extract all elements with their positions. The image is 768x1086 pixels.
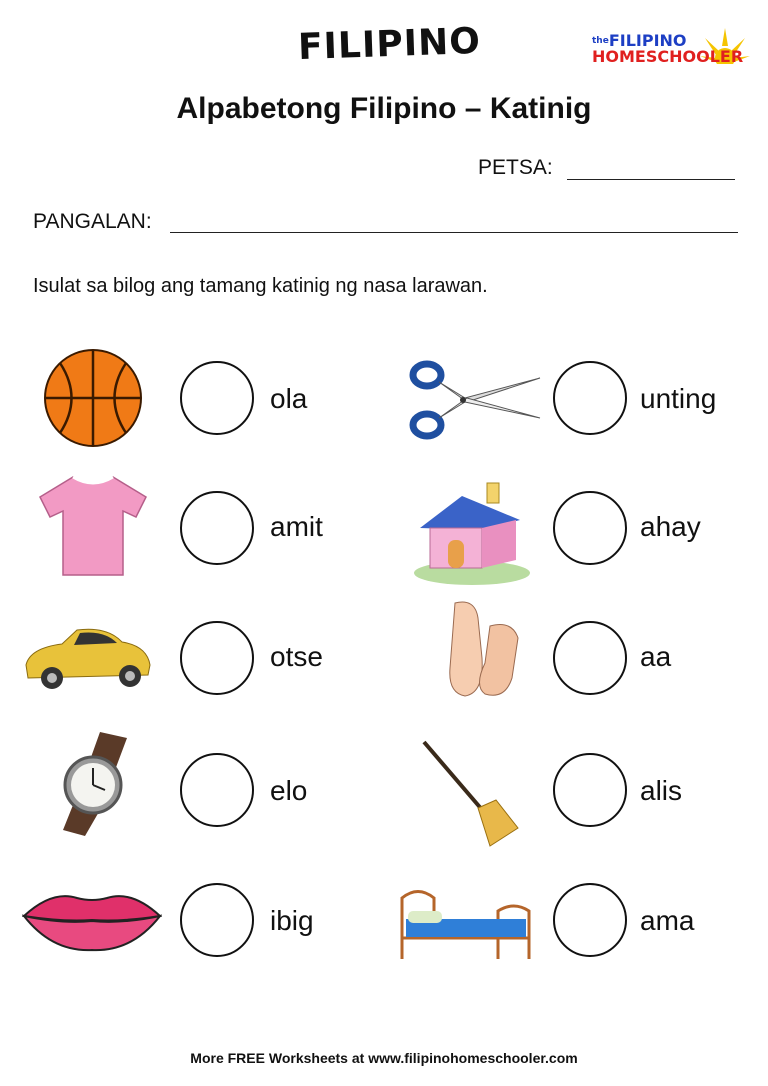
word: aa xyxy=(640,641,672,672)
worksheet-title: Alpabetong Filipino – Katinig xyxy=(176,92,592,125)
car-icon xyxy=(22,620,154,695)
house-icon xyxy=(412,478,532,588)
basketball-icon xyxy=(28,348,158,448)
instruction: Isulat sa bilog ang tamang katinig ng nasa larawan. xyxy=(33,275,488,297)
logo-line1: FILIPINO xyxy=(608,31,687,50)
answer-circle[interactable] xyxy=(553,883,627,957)
shirt-icon xyxy=(28,475,158,575)
wristwatch-icon xyxy=(55,730,135,840)
name-label: PANGALAN: xyxy=(33,210,152,233)
date-field[interactable] xyxy=(567,179,735,180)
footer-link[interactable]: More FREE Worksheets at www.filipinohomeschooler.com xyxy=(190,1050,578,1066)
date-label: PETSA: xyxy=(478,156,553,179)
answer-circle[interactable] xyxy=(553,753,627,827)
logo-line2: HOMESCHOOLER xyxy=(592,47,744,66)
answer-circle[interactable] xyxy=(180,491,254,565)
word: alis xyxy=(640,775,683,806)
site-logo xyxy=(592,33,743,65)
broom-icon xyxy=(418,738,520,848)
answer-circle[interactable] xyxy=(180,361,254,435)
word: ola xyxy=(270,383,308,414)
answer-circle[interactable] xyxy=(553,361,627,435)
answer-circle[interactable] xyxy=(180,753,254,827)
word: ama xyxy=(640,905,695,936)
answer-circle[interactable] xyxy=(553,491,627,565)
word: elo xyxy=(270,775,308,806)
answer-circle[interactable] xyxy=(180,621,254,695)
subject-title: FILIPINO xyxy=(297,20,482,69)
name-field[interactable] xyxy=(170,232,738,233)
word: otse xyxy=(270,641,323,672)
feet-icon xyxy=(440,598,530,703)
logo-prefix: the xyxy=(592,36,609,46)
word: unting xyxy=(640,383,717,414)
scissors-icon xyxy=(405,350,545,450)
answer-circle[interactable] xyxy=(180,883,254,957)
word: ahay xyxy=(640,511,701,542)
word: ibig xyxy=(270,905,314,936)
answer-circle[interactable] xyxy=(553,621,627,695)
word: amit xyxy=(270,511,323,542)
bed-icon xyxy=(398,883,533,961)
lips-icon xyxy=(22,888,162,953)
